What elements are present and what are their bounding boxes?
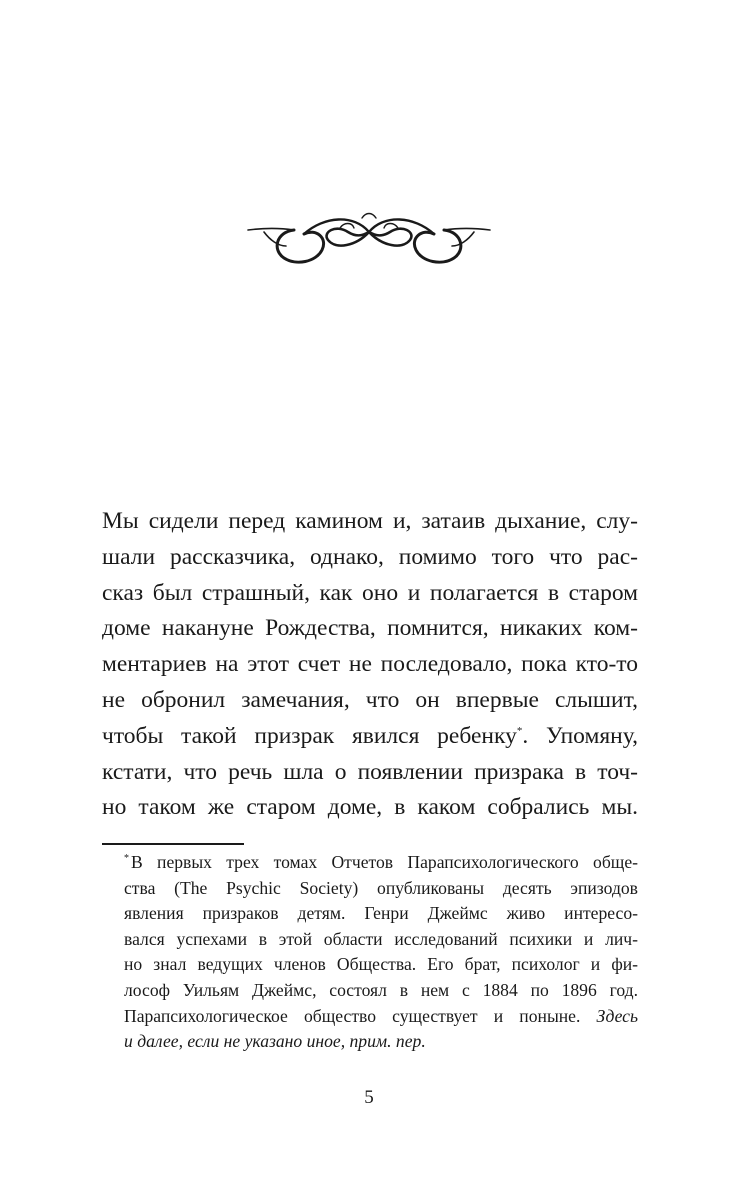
footnote-text: В первых трех томах Отчетов Парапсихологического обще- [131, 852, 638, 872]
footnote-line: явления призраков детям. Генри Джеймс живо интересо- [124, 903, 638, 924]
footnote-line: лософ Уильям Джеймс, состоял в нем с 1884 по 1896 год. [124, 979, 638, 1000]
footnote-text: Парапсихологическое общество существует и поныне. [124, 1005, 597, 1026]
main-text-line: но таком же старом доме, в каком собрались мы. [102, 794, 638, 821]
footnote-translator-note: и далее, если не указано иное, прим. пер. [124, 1031, 426, 1052]
footnote-line: но знал ведущих членов Общества. Его брат, психолог и фи- [124, 954, 638, 975]
decorative-flourish-icon [244, 206, 494, 270]
footnote-translator-note: Здесь [596, 1005, 638, 1026]
footnote-line: вался успехами в этой области исследований психики и лич- [124, 928, 638, 949]
footnote-divider [102, 843, 244, 845]
footnote-line: ства (The Psychic Society) опубликованы десять эпизодов [124, 877, 638, 898]
main-text-line: не обронил замечания, что он впервые слышит, [102, 686, 638, 713]
footnote [124, 850, 638, 1055]
main-text-line: Мы сидели перед камином и, затаив дыхание, слу- [102, 508, 638, 534]
main-text-line: ментариев на этот счет не последовало, пока кто-то [102, 651, 638, 678]
main-text-line: доме накануне Рождества, помнится, никаких ком- [102, 615, 638, 642]
page-number: 5 [364, 1087, 374, 1108]
main-text-line: сказ был страшный, как оно и полагается в старом [102, 579, 638, 606]
footnote-line [124, 1029, 638, 1055]
main-text-line: кстати, что речь шла о появлении призрака в точ- [102, 758, 638, 785]
main-text-segment: чтобы такой призрак явился ребенку [102, 722, 517, 749]
main-text-line: шали рассказчика, однако, помимо того что рас- [102, 543, 638, 570]
footnote-line [124, 1004, 638, 1030]
main-text-segment: . Упомяну, [522, 722, 638, 749]
footnote-reference-marker[interactable]: * [516, 724, 523, 737]
footnote-marker: * [124, 853, 129, 865]
footnote-line [124, 850, 638, 876]
main-paragraph [102, 504, 638, 826]
main-text-line-with-footnote [102, 719, 638, 755]
